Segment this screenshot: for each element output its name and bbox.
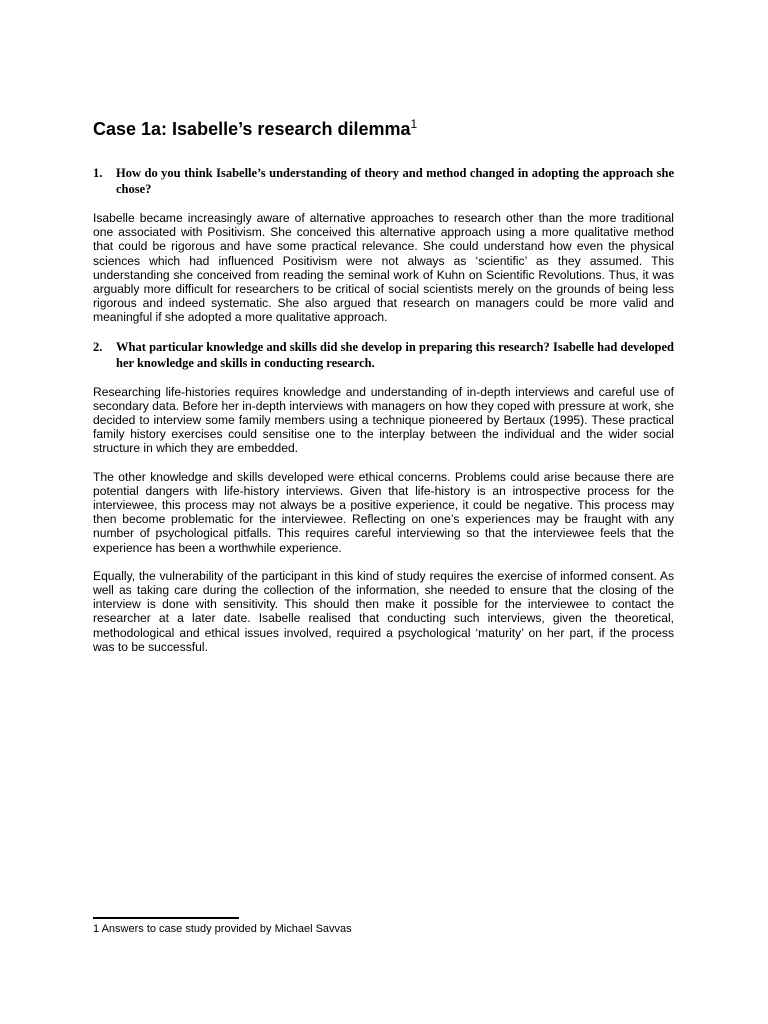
question-2-text: What particular knowledge and skills did she develop in preparing this research? Isabelle had developed her knowledge and skills in conducting research. bbox=[116, 339, 674, 370]
question-1-text: How do you think Isabelle’s understanding of theory and method changed in adopting the approach she chose? bbox=[116, 166, 674, 196]
answer-1-paragraph-1: Isabelle became increasingly aware of alternative approaches to research other than the more traditional one associated with Positivism. She conceived this alternative approach using a more qualitative method that could be rigorous and have some practical relevance. She could understand how even the physical sciences which had influenced Positivism were not always as ‘scientific’ as they assumed. This understanding she conceived from reading the seminal work of Kuhn on Scientific Revolutions. Thus, it was arguably more difficult for researchers to be critical of social scientists merely on the grounds of being less rigorous and indeed systematic. She also argued that research on managers could be more valid and meaningful if she adopted a more qualitative approach. bbox=[93, 211, 674, 325]
question-2-number: 2. bbox=[93, 339, 103, 354]
footnote-text: Answers to case study provided by Michael Savvas bbox=[101, 923, 352, 935]
answer-2-paragraph-3: Equally, the vulnerability of the participant in this kind of study requires the exercise of informed consent. As well as taking care during the collection of the information, she needed to ensure that the closing of the interview is done with sensitivity. This should then make it possible for the interviewee to contact the researcher at a later date. Isabelle realised that conducting such interviews, given the theoretical, methodological and ethical issues involved, required a psychological ‘maturity’ on her part, if the process was to be successful. bbox=[93, 568, 674, 654]
footnote-divider bbox=[93, 917, 239, 919]
question-2 bbox=[93, 339, 674, 371]
footnote bbox=[93, 922, 352, 936]
answer-2-paragraph-2: The other knowledge and skills developed were ethical concerns. Problems could arise because there are potential dangers with life-history interviews. Given that life-history is an introspective process for the interviewee, this process may not always be a positive experience, it could be negative. This process may then become problematic for the interviewee. Reflecting on one’s experiences may be fraught with any number of psychological pitfalls. This requires careful interviewing so that the interviewee feels that the experience has been a worthwhile experience. bbox=[93, 469, 674, 555]
question-1-number: 1. bbox=[93, 166, 103, 180]
title-text: Case 1a: Isabelle’s research dilemma bbox=[93, 119, 411, 139]
page-title bbox=[93, 112, 674, 141]
question-1 bbox=[93, 165, 674, 197]
answer-2-paragraph-1: Researching life-histories requires knowledge and understanding of in-depth interviews and careful use of secondary data. Before her in-depth interviews with managers on how they coped with pressure at work, she decided to interview some family members using a technique pioneered by Bertaux (1995). These practical family history exercises could sensitise one to the interplay between the individual and the wider social structure in which they are embedded. bbox=[93, 384, 674, 456]
title-footnote-mark: 1 bbox=[410, 117, 418, 131]
footnote-mark: 1 bbox=[93, 923, 100, 935]
document-body bbox=[93, 112, 674, 668]
